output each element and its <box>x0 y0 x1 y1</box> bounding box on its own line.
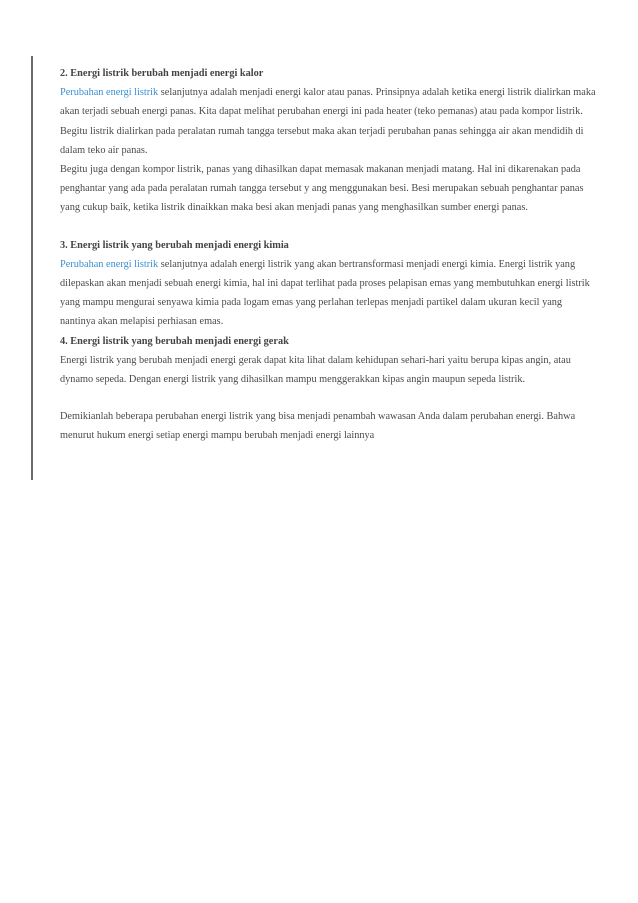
spacer <box>60 389 600 407</box>
paragraph-kalor-2: Begitu juga dengan kompor listrik, panas yang dihasilkan dapat memasak makanan menjadi matang. Hal ini dikarenakan pada penghantar yang ada pada peralatan rumah tangga tersebut y ang menggunakan besi. Besi merupakan sebuah penghantar panas yang cukup baik, ketika listrik dinaikkan maka besi akan menjadi panas yang menghasilkan sumber energi panas. <box>60 164 584 214</box>
paragraph-conclusion: Demikianlah beberapa perubahan energi listrik yang bisa menjadi penambah wawasan Anda dalam perubahan energi. Bahwa menurut hukum energi setiap energi mampu berubah menjadi energi lainnya <box>60 411 576 442</box>
link-perubahan-energi-listrik[interactable]: Perubahan energi listrik <box>60 87 159 99</box>
heading-kimia: 3. Energi listrik yang berubah menjadi energi kimia <box>60 239 289 251</box>
link-perubahan-energi-listrik-2[interactable]: Perubahan energi listrik <box>60 258 159 270</box>
heading-kalor: 2. Energi listrik berubah menjadi energi kalor <box>60 68 264 79</box>
heading-gerak: 4. Energi listrik yang berubah menjadi energi gerak <box>60 335 289 347</box>
paragraph-kalor-1-text: selanjutnya adalah menjadi energi kalor atau panas. Prinsipnya adalah ketika energi listrik dialirkan maka akan terjadi sebuah energi panas. Kita dapat melihat perubahan energi ini pada heater (teko pemanas) atau pada kompor listrik. Begitu listrik dialirkan pada peralatan rumah tangga tersebut maka akan terjadi perubahan panas sehingga air akan mendidih di dalam teko air panas. <box>60 87 596 156</box>
document-body <box>60 64 600 446</box>
spacer <box>60 218 600 236</box>
paragraph-kimia-1-text: selanjutnya adalah energi listrik yang akan bertransformasi menjadi energi kimia. Energi listrik yang dilepaskan akan menjadi sebuah energi kimia, hal ini dapat terlihat pada proses pelapisan emas yang membutuhkan energi listrik yang mampu mengurai senyawa kimia pada logam emas yang perlahan terlepas menjadi partikel dalam ukuran kecil yang nantinya akan melapisi perhiasan emas. <box>60 258 590 328</box>
paragraph-kalor-1 <box>60 83 600 160</box>
paragraph-gerak-1: Energi listrik yang berubah menjadi energi gerak dapat kita lihat dalam kehidupan sehari-hari yaitu berupa kipas angin, atau dynamo sepeda. Dengan energi listrik yang dihasilkan mampu menggerakkan kipas angin maupun sepeda listrik. <box>60 354 571 386</box>
paragraph-kimia-1 <box>60 255 600 332</box>
margin-rule <box>31 56 33 480</box>
